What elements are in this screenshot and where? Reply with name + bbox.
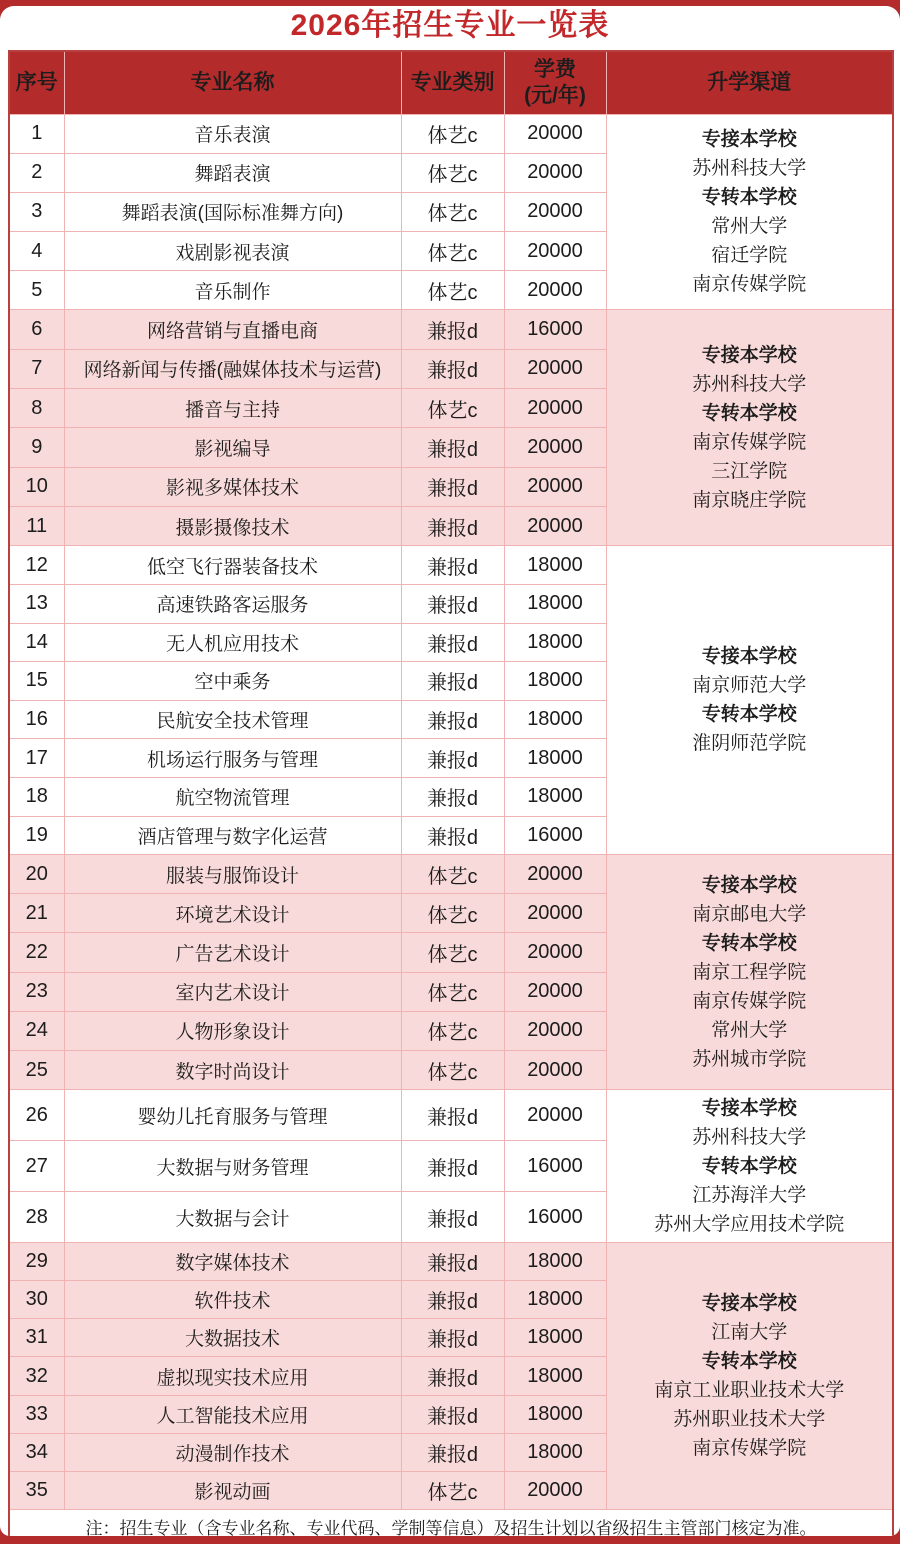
channel-cell [606,114,893,310]
category-cell: 兼报d [401,1141,504,1192]
channel-line: 专转本学校 [701,402,797,424]
table-row [9,546,893,585]
major-name-cell: 无人机应用技术 [64,623,401,662]
category-cell: 兼报d [401,700,504,739]
row-number-cell: 8 [9,389,64,428]
channel-cell [606,855,893,1090]
channel-line: 南京邮电大学 [692,903,807,925]
channel-line: 苏州科技大学 [692,373,807,395]
major-name-cell: 影视动画 [64,1471,401,1509]
major-name-cell: 大数据技术 [64,1319,401,1357]
major-name-cell: 大数据与会计 [64,1192,401,1243]
category-cell: 兼报d [401,546,504,585]
fee-cell: 20000 [504,972,606,1011]
content-card [0,6,900,1536]
channel-line: 专接本学校 [701,1293,797,1315]
fee-cell: 20000 [504,389,606,428]
fee-cell: 20000 [504,507,606,546]
fee-cell: 18000 [504,1281,606,1319]
major-name-cell: 大数据与财务管理 [64,1141,401,1192]
table-row [9,855,893,894]
channel-line: 南京工业职业技术大学 [654,1380,845,1402]
category-cell: 兼报d [401,467,504,506]
row-number-cell: 4 [9,232,64,271]
row-number-cell: 32 [9,1357,64,1395]
channel-line: 苏州科技大学 [692,1126,807,1148]
row-number-cell: 9 [9,428,64,467]
channel-line: 淮阴师范学院 [692,733,807,755]
channel-cell [606,1090,893,1243]
fee-cell: 20000 [504,114,606,153]
table-row [9,114,893,153]
category-cell: 体艺c [401,153,504,192]
channel-line: 南京师范大学 [692,675,807,697]
fee-cell: 16000 [504,816,606,855]
major-name-cell: 广告艺术设计 [64,933,401,972]
fee-cell: 20000 [504,349,606,388]
major-name-cell: 播音与主持 [64,389,401,428]
major-name-cell: 民航安全技术管理 [64,700,401,739]
major-name-cell: 低空飞行器装备技术 [64,546,401,585]
row-number-cell: 6 [9,310,64,349]
major-name-cell: 软件技术 [64,1281,401,1319]
row-number-cell: 14 [9,623,64,662]
majors-table [8,50,894,1536]
category-cell: 兼报d [401,1281,504,1319]
row-number-cell: 12 [9,546,64,585]
fee-cell: 16000 [504,1192,606,1243]
channel-cell [606,546,893,855]
table-footer [9,1509,893,1536]
row-number-cell: 20 [9,855,64,894]
fee-cell: 20000 [504,271,606,310]
row-number-cell: 30 [9,1281,64,1319]
row-number-cell: 33 [9,1395,64,1433]
fee-cell: 18000 [504,1243,606,1281]
row-number-cell: 34 [9,1433,64,1471]
table-body [9,114,893,1509]
channel-line: 江南大学 [711,1322,788,1344]
row-number-cell: 21 [9,894,64,933]
category-cell: 体艺c [401,271,504,310]
category-cell: 兼报d [401,349,504,388]
channel-line: 专转本学校 [701,1155,797,1177]
row-number-cell: 25 [9,1050,64,1089]
column-header-no: 序号 [9,51,64,114]
fee-cell: 20000 [504,232,606,271]
channel-line: 专转本学校 [701,932,797,954]
category-cell: 兼报d [401,1243,504,1281]
category-cell: 体艺c [401,114,504,153]
channel-line: 专接本学校 [701,128,797,150]
row-number-cell: 15 [9,662,64,701]
category-cell: 体艺c [401,192,504,231]
major-name-cell: 数字媒体技术 [64,1243,401,1281]
channel-line: 常州大学 [711,1019,788,1041]
fee-cell: 16000 [504,310,606,349]
fee-cell: 18000 [504,739,606,778]
fee-cell: 20000 [504,894,606,933]
major-name-cell: 机场运行服务与管理 [64,739,401,778]
row-number-cell: 16 [9,700,64,739]
row-number-cell: 24 [9,1011,64,1050]
channel-line: 南京传媒学院 [692,431,807,453]
category-cell: 兼报d [401,1192,504,1243]
category-cell: 兼报d [401,585,504,624]
row-number-cell: 28 [9,1192,64,1243]
fee-cell: 18000 [504,1357,606,1395]
major-name-cell: 服装与服饰设计 [64,855,401,894]
category-cell: 体艺c [401,232,504,271]
note-text: 注：招生专业（含专业名称、专业代码、学制等信息）及招生计划以省级招生主管部门核定为准。 [9,1509,893,1536]
row-number-cell: 35 [9,1471,64,1509]
channel-line: 苏州科技大学 [692,157,807,179]
category-cell: 兼报d [401,1395,504,1433]
category-cell: 兼报d [401,816,504,855]
fee-cell: 18000 [504,623,606,662]
header-row [9,51,893,114]
category-cell: 体艺c [401,389,504,428]
category-cell: 兼报d [401,739,504,778]
category-cell: 兼报d [401,1433,504,1471]
channel-line: 南京传媒学院 [692,273,807,295]
channel-line: 苏州城市学院 [692,1048,807,1070]
fee-cell: 18000 [504,585,606,624]
fee-cell: 20000 [504,1050,606,1089]
channel-line: 宿迁学院 [711,244,788,266]
row-number-cell: 19 [9,816,64,855]
row-number-cell: 13 [9,585,64,624]
major-name-cell: 网络营销与直播电商 [64,310,401,349]
channel-line: 南京晓庄学院 [692,489,807,511]
fee-cell: 16000 [504,1141,606,1192]
channel-cell [606,310,893,546]
major-name-cell: 动漫制作技术 [64,1433,401,1471]
category-cell: 体艺c [401,1471,504,1509]
major-name-cell: 室内艺术设计 [64,972,401,1011]
row-number-cell: 10 [9,467,64,506]
major-name-cell: 摄影摄像技术 [64,507,401,546]
category-cell: 体艺c [401,933,504,972]
major-name-cell: 影视编导 [64,428,401,467]
column-header-channel: 升学渠道 [606,51,893,114]
major-name-cell: 空中乘务 [64,662,401,701]
fee-cell: 20000 [504,933,606,972]
channel-line: 苏州职业技术大学 [673,1409,826,1431]
fee-cell: 20000 [504,153,606,192]
row-number-cell: 17 [9,739,64,778]
fee-cell: 18000 [504,777,606,816]
major-name-cell: 人工智能技术应用 [64,1395,401,1433]
row-number-cell: 5 [9,271,64,310]
page-title: 2026年招生专业一览表 [290,9,610,42]
fee-cell: 18000 [504,1433,606,1471]
fee-cell: 20000 [504,428,606,467]
row-number-cell: 22 [9,933,64,972]
channel-line: 专转本学校 [701,704,797,726]
category-cell: 兼报d [401,623,504,662]
fee-header-line1: 学费 [534,57,576,81]
major-name-cell: 音乐制作 [64,271,401,310]
channel-line: 专接本学校 [701,344,797,366]
category-cell: 体艺c [401,972,504,1011]
row-number-cell: 1 [9,114,64,153]
fee-cell: 20000 [504,855,606,894]
table-row [9,310,893,349]
column-header-fee [504,51,606,114]
channel-line: 专转本学校 [701,186,797,208]
major-name-cell: 婴幼儿托育服务与管理 [64,1090,401,1141]
row-number-cell: 27 [9,1141,64,1192]
major-name-cell: 影视多媒体技术 [64,467,401,506]
major-name-cell: 戏剧影视表演 [64,232,401,271]
category-cell: 体艺c [401,1050,504,1089]
major-name-cell: 环境艺术设计 [64,894,401,933]
major-name-cell: 数字时尚设计 [64,1050,401,1089]
row-number-cell: 3 [9,192,64,231]
channel-line: 苏州大学应用技术学院 [654,1213,845,1235]
channel-line: 专接本学校 [701,646,797,668]
channel-line: 南京传媒学院 [692,1438,807,1460]
note-row [9,1509,893,1536]
major-name-cell: 音乐表演 [64,114,401,153]
fee-cell: 20000 [504,1471,606,1509]
category-cell: 体艺c [401,1011,504,1050]
channel-line: 常州大学 [711,215,788,237]
category-cell: 兼报d [401,1319,504,1357]
row-number-cell: 26 [9,1090,64,1141]
major-name-cell: 舞蹈表演(国际标准舞方向) [64,192,401,231]
category-cell: 兼报d [401,777,504,816]
row-number-cell: 2 [9,153,64,192]
category-cell: 兼报d [401,662,504,701]
column-header-major: 专业名称 [64,51,401,114]
channel-line: 南京传媒学院 [692,990,807,1012]
major-name-cell: 酒店管理与数字化运营 [64,816,401,855]
row-number-cell: 7 [9,349,64,388]
major-name-cell: 航空物流管理 [64,777,401,816]
fee-cell: 20000 [504,467,606,506]
row-number-cell: 18 [9,777,64,816]
fee-header-line2: (元/年) [524,83,586,107]
fee-cell: 20000 [504,1090,606,1141]
major-name-cell: 高速铁路客运服务 [64,585,401,624]
channel-cell [606,1243,893,1510]
column-header-category: 专业类别 [401,51,504,114]
fee-cell: 18000 [504,1395,606,1433]
major-name-cell: 舞蹈表演 [64,153,401,192]
category-cell: 体艺c [401,894,504,933]
fee-cell: 18000 [504,1319,606,1357]
channel-line: 专接本学校 [701,1097,797,1119]
category-cell: 兼报d [401,1357,504,1395]
channel-line: 南京工程学院 [692,961,807,983]
category-cell: 兼报d [401,507,504,546]
major-name-cell: 人物形象设计 [64,1011,401,1050]
fee-cell: 18000 [504,700,606,739]
major-name-cell: 网络新闻与传播(融媒体技术与运营) [64,349,401,388]
row-number-cell: 31 [9,1319,64,1357]
major-name-cell: 虚拟现实技术应用 [64,1357,401,1395]
row-number-cell: 23 [9,972,64,1011]
category-cell: 兼报d [401,1090,504,1141]
channel-line: 专接本学校 [701,874,797,896]
table-row [9,1243,893,1281]
category-cell: 体艺c [401,855,504,894]
fee-cell: 18000 [504,546,606,585]
row-number-cell: 29 [9,1243,64,1281]
category-cell: 兼报d [401,428,504,467]
channel-line: 江苏海洋大学 [692,1184,807,1206]
fee-cell: 20000 [504,1011,606,1050]
row-number-cell: 11 [9,507,64,546]
table-header [9,51,893,114]
channel-line: 专转本学校 [701,1351,797,1373]
category-cell: 兼报d [401,310,504,349]
channel-line: 三江学院 [711,460,788,482]
fee-cell: 18000 [504,662,606,701]
table-row [9,1090,893,1141]
fee-cell: 20000 [504,192,606,231]
